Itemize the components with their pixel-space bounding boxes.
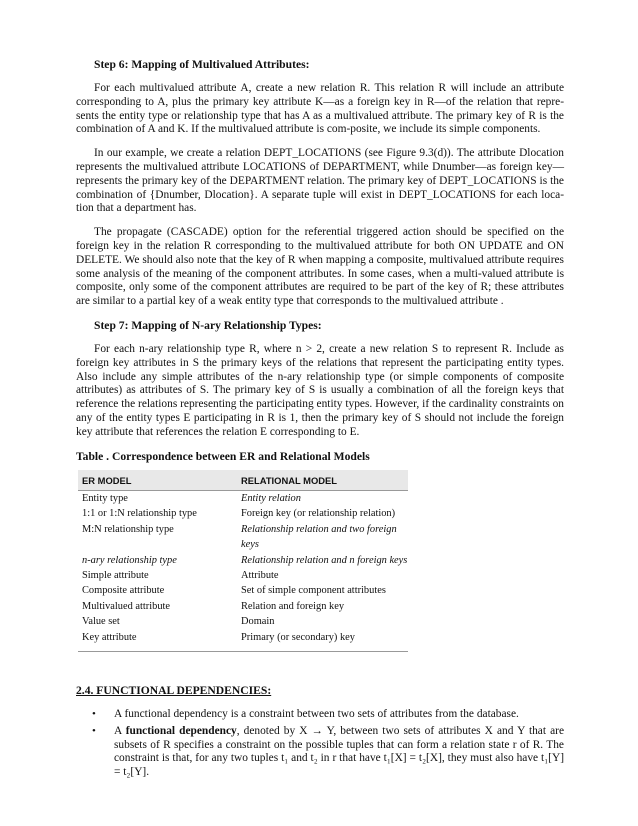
table-row <box>78 630 408 652</box>
step6-paragraph-1: For each multivalued attribute A, create a new relation R. This relation R will include an attribute corresponding to A, plus the primary key attribute K—as a foreign key in R—of the relation that repre-sents the entity type or relationship type that has A as a multivalued attribute. The primary key of R is the combination of A and K. If the multivalued attribute is com-posite, we include its simple components. <box>76 82 564 136</box>
er-relational-table <box>78 470 408 652</box>
list-item <box>76 725 564 780</box>
header-er-model: ER MODEL <box>78 470 237 491</box>
bullet-icon: • <box>92 724 96 737</box>
bullet-text: A functional dependency is a constraint between two sets of attributes from the database. <box>114 708 519 720</box>
relational-cell: Relation and foreign key <box>241 600 345 612</box>
table-row <box>78 522 408 553</box>
table-row <box>78 490 408 506</box>
table-caption: Table . Correspondence between ER and Relational Models <box>76 449 370 463</box>
relational-cell: Relationship relation and two foreign keys <box>241 523 397 551</box>
table-row <box>78 553 408 568</box>
table-row <box>78 568 408 583</box>
relational-cell: Entity relation <box>241 492 301 504</box>
bullet-icon: • <box>92 708 96 720</box>
bullet-text: , denoted by X → Y, between two sets of attributes X and Y that are subsets of R specifies a constraint on the possible tuples that can form a relation state r of R. The constraint is that, for any two tuples t₁ and t₂ in r that have t₁[X] = t₂[X], they must also have t₁[Y] = t₂[Y]. <box>114 724 565 779</box>
relational-cell: Attribute <box>241 569 279 581</box>
step6-heading: Step 6: Mapping of Multivalued Attributes: <box>94 58 310 71</box>
step7-heading: Step 7: Mapping of N-ary Relationship Types: <box>94 318 322 332</box>
relational-cell: Set of simple component attributes <box>241 585 386 597</box>
step6-paragraph-2: In our example, we create a relation DEPT_LOCATIONS (see Figure 9.3(d)). The attribute Dlocation represents the multivalued attribute LOCATIONS of DEPARTMENT, while Dnumber—as foreign key—represents the primary key of the DEPARTMENT relation. The primary key of DEPT_LOCATIONS is the combination of {Dnumber, Dlocation}. A separate tuple will exist in DEPT_LOCATIONS for each loca-tion that a department has. <box>76 147 564 215</box>
bullet-term: functional dependency <box>125 724 237 737</box>
fd-bullet-list <box>76 708 564 780</box>
header-relational-model: RELATIONAL MODEL <box>237 470 408 491</box>
er-cell: Simple attribute <box>82 569 149 581</box>
table-row <box>78 506 408 521</box>
table-header-row <box>78 470 408 491</box>
er-cell: Entity type <box>82 492 128 504</box>
er-cell: Value set <box>82 616 120 628</box>
table-row <box>78 583 408 598</box>
step6-paragraph-3: The propagate (CASCADE) option for the referential triggered action should be specified on the foreign key in the relation R corresponding to the multivalued attribute for both ON UPDATE and ON DELETE. We should also note that the key of R when mapping a composite, multivalued attribute requires some analysis of the meaning of the component attributes. In some cases, when a multi-valued attribute is composite, only some of the component attributes are required to be part of the key of R; these attributes are similar to a partial key of a weak entity type that corresponds to the multivalued attribute . <box>76 226 564 308</box>
list-item <box>76 708 564 722</box>
relational-cell: Primary (or secondary) key <box>237 630 408 652</box>
table-row <box>78 599 408 614</box>
section-heading-functional-dependencies: 2.4. FUNCTIONAL DEPENDENCIES: <box>76 684 272 697</box>
bullet-prefix: A <box>114 724 126 737</box>
relational-cell: Foreign key (or relationship relation) <box>241 508 396 520</box>
er-cell: M:N relationship type <box>82 523 174 535</box>
er-cell: n-ary relationship type <box>82 554 177 566</box>
er-cell: 1:1 or 1:N relationship type <box>82 508 197 520</box>
relational-cell: Relationship relation and n foreign keys <box>241 554 408 566</box>
step7-paragraph-1: For each n-ary relationship type R, where n > 2, create a new relation S to represent R. Include as foreign key attributes in S the primary keys of the relations that represent the participating entity types. Also include any simple attributes of the n-ary relationship type (or simple components of composite attributes) as attributes of S. The primary key of S is usually a combination of all the foreign keys that reference the relations representing the participating entity types. However, if the cardinality constraints on any of the entity types E participating in R is 1, then the primary key of S should not include the foreign key attribute that references the relation E corresponding to E. <box>76 342 564 438</box>
er-cell: Composite attribute <box>82 585 165 597</box>
er-cell: Multivalued attribute <box>82 600 171 612</box>
table-row <box>78 614 408 629</box>
relational-cell: Domain <box>241 616 275 628</box>
document-page <box>76 58 564 783</box>
er-cell: Key attribute <box>78 630 237 652</box>
